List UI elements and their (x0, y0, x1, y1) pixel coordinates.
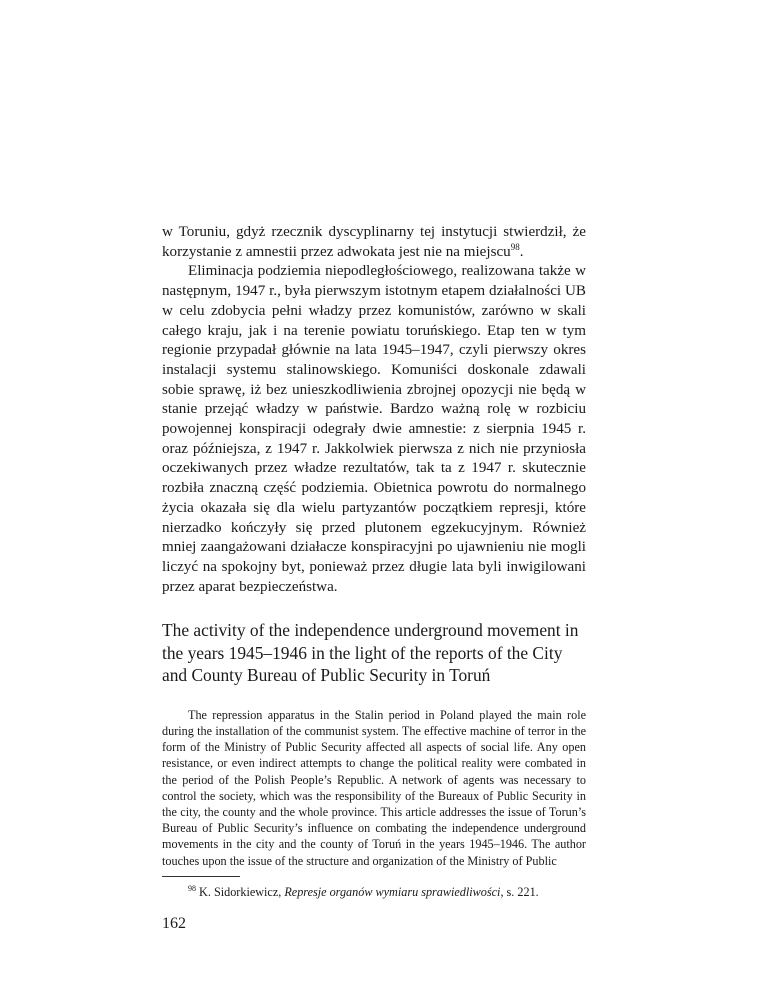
footnote (162, 884, 586, 900)
footnote-number: 98 (188, 883, 196, 893)
abstract-text: The repression apparatus in the Stalin period in Poland played the main role during the installation of the communist system. The effective machine of terror in the form of the Ministry of Public Security affected all aspects of social life. Any open resistance, or even indirect attempts to change the political reality were combated in the period of the Polish People’s Republic. A network of agents was necessary to control the society, which was the responsibility of the Bureaux of Public Security in the city, the county and the whole province. This article addresses the issue of Torun’s Bureau of Public Security’s influence on combating the independence underground movements in the city and the county of Toruń in the years 1945–1946. The author touches upon the issue of the structure and organization of the Ministry of Public (162, 707, 586, 868)
page (162, 223, 586, 934)
page-number: 162 (162, 914, 186, 932)
abstract (162, 707, 586, 869)
section-heading: The activity of the independence underground movement in the years 1945–1946 in the light of the reports of the City and County Bureau of Public Security in Toruń (162, 620, 579, 686)
paragraph-continuation (162, 223, 586, 262)
paragraph-text: w Toruniu, gdyż rzecznik dyscyplinarny tej instytucji stwierdził, że korzystanie z amnestii przez adwokata jest nie na miejscu (162, 224, 586, 260)
footnote-author: K. Sidorkiewicz, (199, 884, 282, 899)
footnote-title: Represje organów wymiaru sprawiedliwości (284, 884, 501, 899)
body-text (162, 223, 586, 597)
footnote-divider (162, 876, 240, 877)
footnote-rest: , s. 221. (500, 884, 539, 899)
paragraph-end: . (519, 243, 524, 260)
paragraph: Eliminacja podziemia niepodległościowego, realizowana także w następnym, 1947 r., była pierwszym istotnym etapem działalności UB w celu zdobycia pełni władzy przez komunistów, zarówno w skali całego kraju, jak i na terenie powiatu toruńskiego. Etap ten w tym regionie przypadał głównie na lata 1945–1947, czyli pierwszy okres instalacji systemu stalinowskiego. Komuniści doskonale zdawali sobie sprawę, iż bez unieszkodliwienia zbrojnej opozycji nie będą w stanie przejąć władzy w państwie. Bardzo ważną rolę w rozbiciu powojennej konspiracji odegrały dwie amnestie: z sierpnia 1945 r. oraz późniejsza, z 1947 r. Jakkolwiek pierwsza z nich nie przyniosła oczekiwanych przez władze rezultatów, tak ta z 1947 r. skutecznie rozbiła znaczną część podziemia. Obietnica powrotu do normalnego życia okazała się dla wielu partyzantów początkiem represji, które nierzadko kończyły się przed plutonem egzekucyjnym. Również mniej zaangażowani działacze konspiracyjni po ujawnieniu nie mogli liczyć na spokojny byt, ponieważ przez długie lata byli inwigilowani przez aparat bezpieczeństwa. (162, 263, 586, 595)
footnote-reference: 98 (510, 241, 520, 252)
